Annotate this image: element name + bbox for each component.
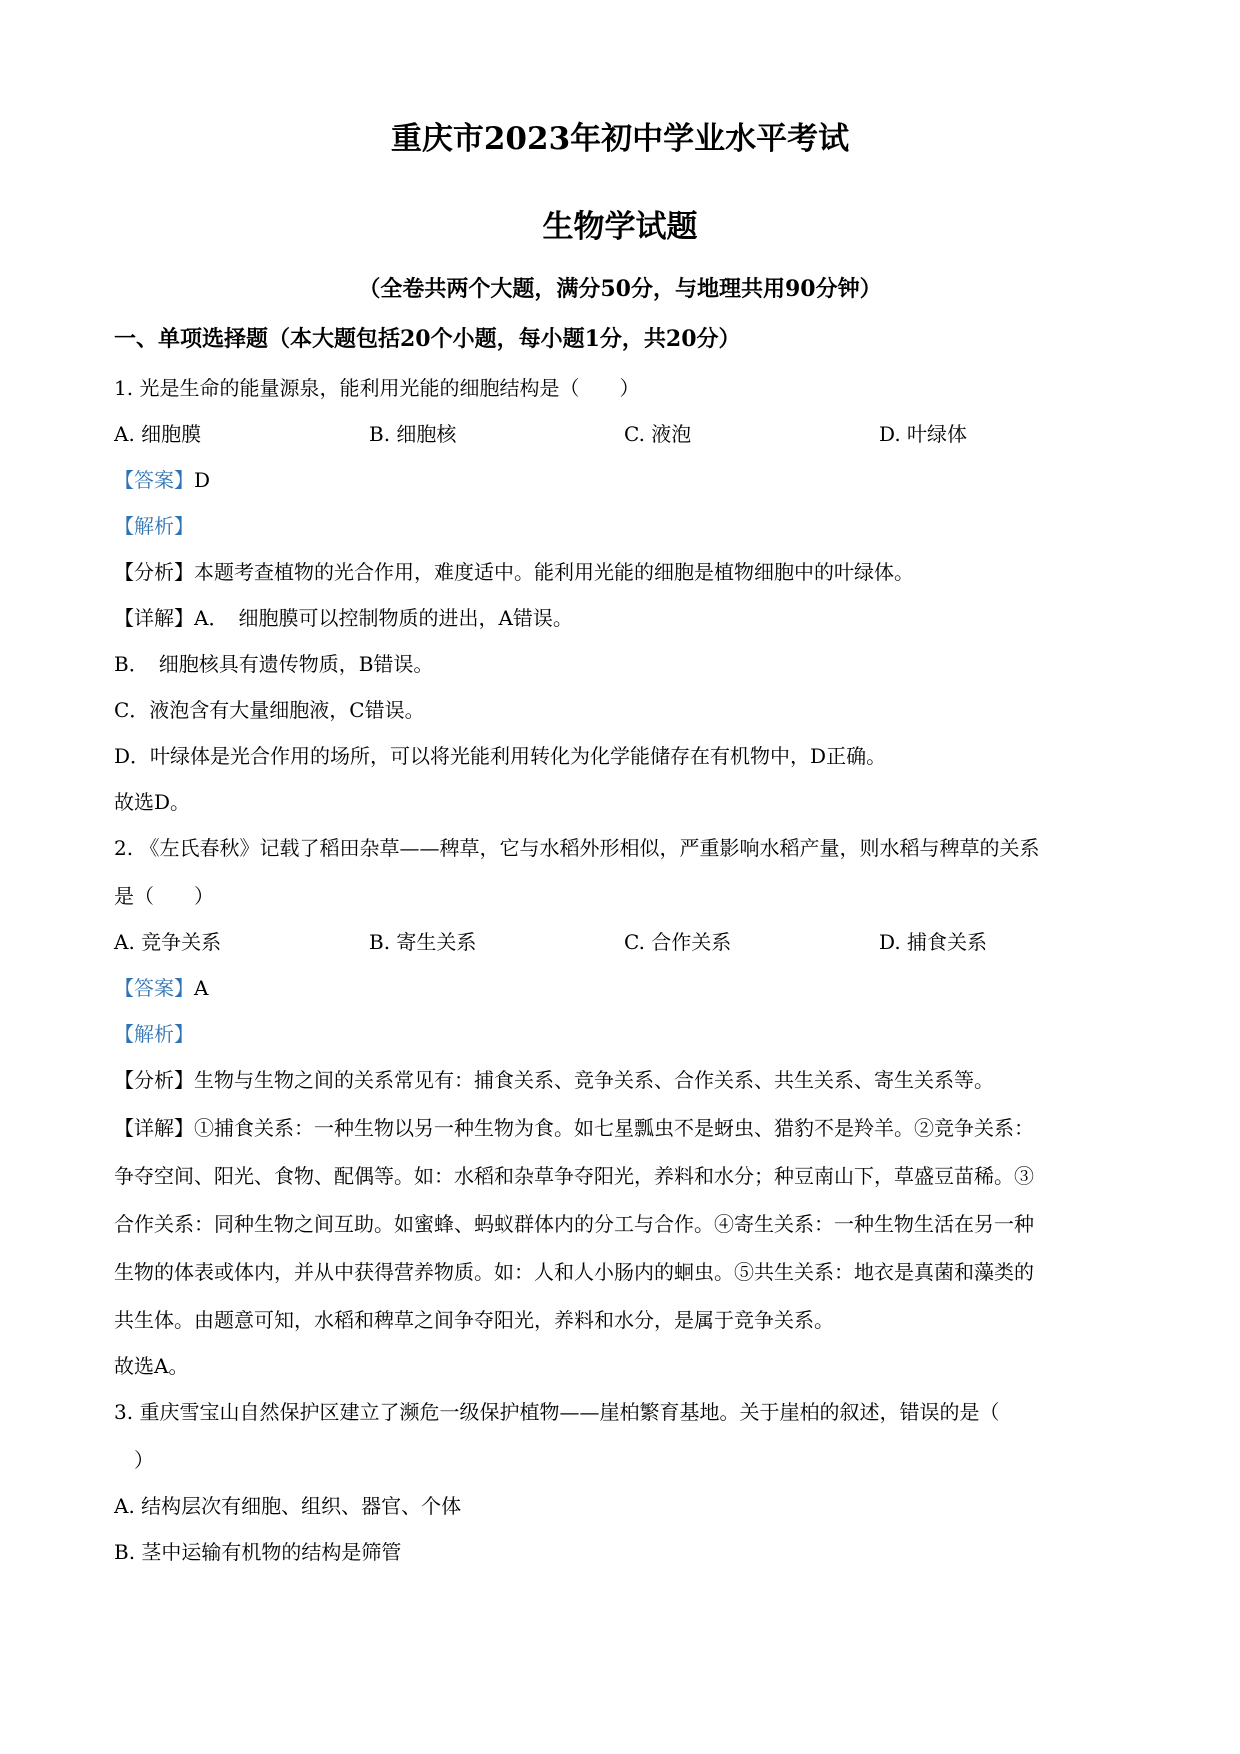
question-2-explanation-line: 【分析】生物与生物之间的关系常见有：捕食关系、竞争关系、合作关系、共生关系、寄生关系等。 (114, 1068, 994, 1092)
answer-label: 【答案】 (114, 976, 194, 1000)
question-1-stem: 1. 光是生命的能量源泉，能利用光能的细胞结构是（ ） (114, 376, 640, 400)
question-1-explanation-line: C．液泡含有大量细胞液，C错误。 (114, 698, 425, 722)
question-2-option-a: A. 竞争关系 (114, 930, 222, 954)
question-1-explanation-line: 【详解】A． 细胞膜可以控制物质的进出，A错误。 (114, 606, 573, 630)
question-2-stem-cont: 是（ ） (114, 884, 214, 908)
question-2-stem: 2. 《左氏春秋》记载了稻田杂草——稗草，它与水稻外形相似，严重影响水稻产量，则水稻与稗草的关系 (114, 836, 1040, 860)
answer-label: 【答案】 (114, 468, 194, 492)
question-2-explanation-line: 合作关系：同种生物之间互助。如蜜蜂、蚂蚁群体内的分工与合作。④寄生关系：一种生物生活在另一种 (114, 1212, 1034, 1236)
question-1-explanation-line: 【分析】本题考查植物的光合作用，难度适中。能利用光能的细胞是植物细胞中的叶绿体。 (114, 560, 914, 584)
question-2-option-c: C. 合作关系 (624, 930, 732, 954)
answer-value: D (194, 468, 211, 492)
question-2-explanation-line: 生物的体表或体内，并从中获得营养物质。如：人和人小肠内的蛔虫。⑤共生关系：地衣是真菌和藻类的 (114, 1260, 1034, 1284)
question-1-option-a: A. 细胞膜 (114, 422, 202, 446)
section-heading: 一、单项选择题（本大题包括20个小题，每小题1分，共20分） (114, 326, 741, 352)
question-1-conclusion: 故选D。 (114, 790, 191, 814)
question-2-option-d: D. 捕食关系 (879, 930, 988, 954)
question-1-explanation-line: D．叶绿体是光合作用的场所，可以将光能利用转化为化学能储存在有机物中，D正确。 (114, 744, 887, 768)
question-2-answer (114, 972, 208, 1001)
exam-note: （全卷共两个大题，满分50分，与地理共用90分钟） (358, 276, 882, 302)
question-2-option-b: B. 寄生关系 (369, 930, 477, 954)
question-3-stem: 3. 重庆雪宝山自然保护区建立了濒危一级保护植物——崖柏繁育基地。关于崖柏的叙述，错误的是（ (114, 1400, 1000, 1424)
answer-value: A (194, 976, 209, 1000)
exam-title: 重庆市2023年初中学业水平考试 (390, 121, 850, 157)
question-2-explanation-line: 【详解】①捕食关系：一种生物以另一种生物为食。如七星瓢虫不是蚜虫、猎豹不是羚羊。②竞争关系： (114, 1116, 1034, 1140)
question-3-stem-cont: ） (134, 1448, 154, 1472)
question-2-explanation-line: 争夺空间、阳光、食物、配偶等。如：水稻和杂草争夺阳光，养料和水分；种豆南山下，草盛豆苗稀。③ (114, 1164, 1034, 1188)
exam-subject: 生物学试题 (542, 209, 698, 245)
question-2-explanation-line: 共生体。由题意可知，水稻和稗草之间争夺阳光，养料和水分，是属于竞争关系。 (114, 1308, 834, 1332)
question-1-answer (114, 464, 210, 493)
question-1-analysis-label: 【解析】 (114, 514, 194, 538)
question-2-analysis-label: 【解析】 (114, 1022, 194, 1046)
question-1-option-c: C. 液泡 (624, 422, 692, 446)
question-2-conclusion: 故选A。 (114, 1354, 189, 1378)
question-3-option-a: A. 结构层次有细胞、组织、器官、个体 (114, 1494, 462, 1518)
question-1-explanation-line: B． 细胞核具有遗传物质，B错误。 (114, 652, 434, 676)
question-3-option-b: B. 茎中运输有机物的结构是筛管 (114, 1540, 402, 1564)
question-1-option-b: B. 细胞核 (369, 422, 457, 446)
question-1-option-d: D. 叶绿体 (879, 422, 968, 446)
